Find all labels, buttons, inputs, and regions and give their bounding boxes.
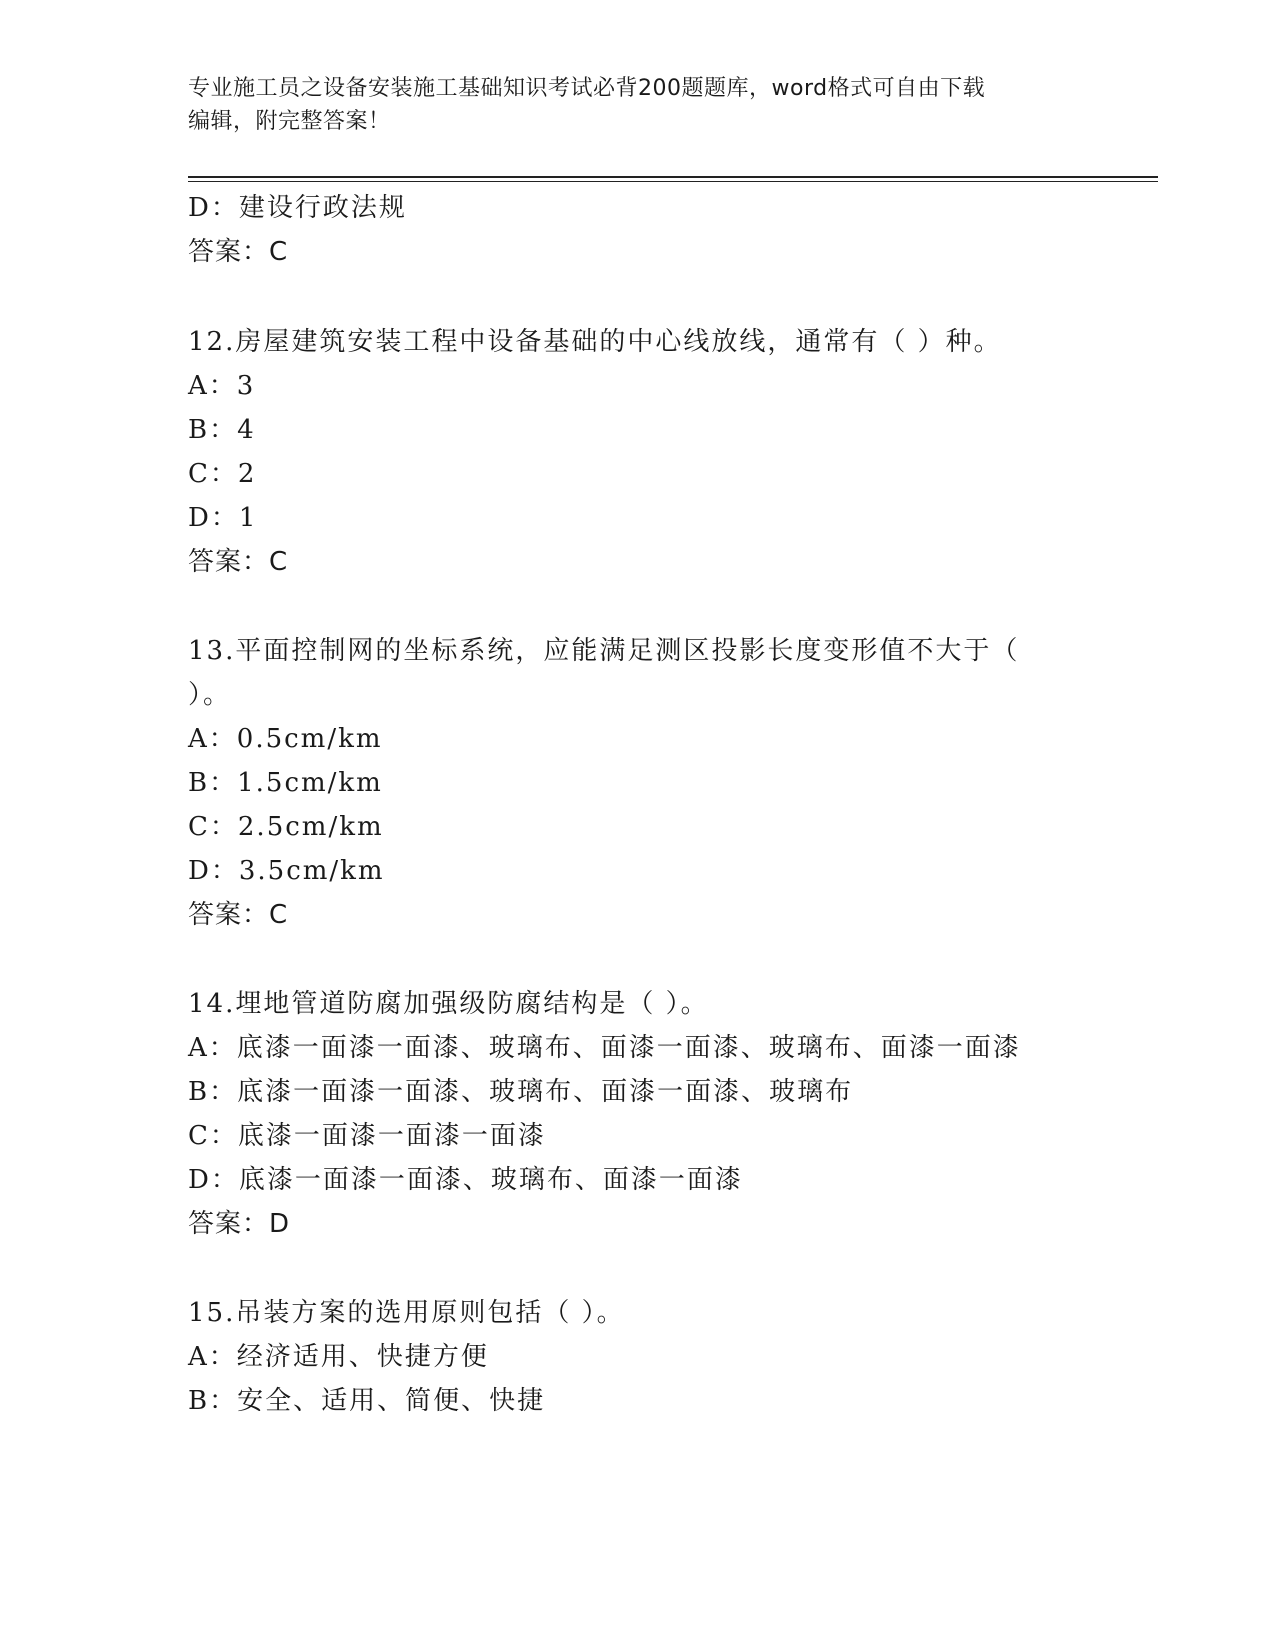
q13-option-a: A：0.5cm/km — [188, 724, 383, 754]
q14-question: 14.埋地管道防腐加强级防腐结构是（ ）。 — [188, 989, 709, 1019]
q13-question-line-2: ）。 — [188, 680, 232, 710]
q13-option-d: D：3.5cm/km — [188, 856, 385, 886]
header-divider-thin — [188, 181, 1158, 182]
q15-option-b: B：安全、适用、简便、快捷 — [188, 1386, 546, 1416]
q12-option-d: D：1 — [188, 503, 258, 533]
header-title-line-1: 专业施工员之设备安装施工基础知识考试必背200题题库，word格式可自由下载 — [188, 76, 986, 101]
q12-option-c: C：2 — [188, 459, 257, 489]
q14-option-a: A：底漆一面漆一面漆、玻璃布、面漆一面漆、玻璃布、面漆一面漆 — [188, 1033, 1021, 1063]
q12-option-a: A：3 — [188, 371, 256, 401]
q13-option-c: C：2.5cm/km — [188, 812, 384, 842]
q13-answer: 答案：C — [188, 900, 289, 930]
q14-option-d: D：底漆一面漆一面漆、玻璃布、面漆一面漆 — [188, 1165, 743, 1195]
q11-option-d: D：建设行政法规 — [188, 193, 407, 223]
document-header — [188, 72, 1088, 138]
q15-question: 15.吊装方案的选用原则包括（ ）。 — [188, 1298, 625, 1328]
header-title-line-2: 编辑，附完整答案！ — [188, 109, 391, 134]
q12-answer: 答案：C — [188, 547, 289, 577]
q13-option-b: B：1.5cm/km — [188, 768, 383, 798]
q12-option-b: B：4 — [188, 415, 256, 445]
q14-option-c: C：底漆一面漆一面漆一面漆 — [188, 1121, 546, 1151]
q15-option-a: A：经济适用、快捷方便 — [188, 1342, 489, 1372]
q14-answer: 答案：D — [188, 1209, 291, 1239]
q13-question-line-1: 13.平面控制网的坐标系统，应能满足测区投影长度变形值不大于（ — [188, 636, 1020, 666]
q11-answer: 答案：C — [188, 237, 289, 267]
q12-question: 12.房屋建筑安装工程中设备基础的中心线放线，通常有（ ）种。 — [188, 327, 1002, 357]
header-divider-thick — [188, 176, 1158, 178]
q14-option-b: B：底漆一面漆一面漆、玻璃布、面漆一面漆、玻璃布 — [188, 1077, 854, 1107]
